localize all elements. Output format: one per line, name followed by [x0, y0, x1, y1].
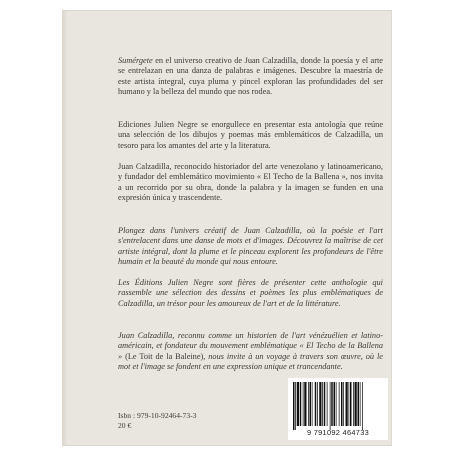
french-paragraph-intro: Plongez dans l'univers créatif de Juan Calzadilla, où la poésie et l'art s'entrelacent dans une danse de mots et d'images. Découvrez la maîtrise de cet artiste intégral, dont la plume et le pinceau explorent les profondeurs de l'être humain et la beauté du monde qui nous entoure.	[118, 226, 383, 267]
spanish-paragraph-author: Juan Calzadilla, reconocido historiador del arte venezolano y latinoamericano, y fundador del emblemático movimiento « El Techo de la Ballena », nos invita a un recorrido por su obra, donde la palabra y la imagen se funden en una expresión única y trascendente.	[118, 162, 383, 203]
spanish-paragraph-publisher: Ediciones Julien Negre se enorgullece en presentar esta antología que reúne una selección de los dibujos y poemas más emblemáticos de Calzadilla, un tesoro para los amantes del arte y la literatura.	[118, 120, 383, 150]
isbn-price-block	[118, 411, 196, 431]
barcode-digits: 9 791092 464733	[306, 428, 370, 437]
barcode-bars-icon	[293, 382, 383, 430]
french-author-translation: (Le Toit de la Baleine),	[122, 351, 209, 361]
isbn-number: Isbn : 979-10-92464-73-3	[118, 411, 197, 420]
french-paragraph-publisher: Les Éditions Julien Negre sont fières de présenter cette anthologie qui rassemble une sélection des dessins et poèmes les plus emblématiques de Calzadilla, un trésor pour les amoureux de l'art et de la littérature.	[118, 278, 383, 308]
french-author-text-a: Juan Calzadilla, reconnu comme un historien de l'art vénézuélien et latino-américain, et fondateur du mouvement emblématique « El Techo de la Ballena »	[118, 331, 383, 361]
french-paragraph-author	[118, 331, 383, 373]
spanish-lead-word: Sumérgete	[118, 56, 153, 65]
price: 20 €	[118, 421, 132, 430]
spanish-paragraph-intro	[118, 56, 383, 98]
french-author-text-b: nous invite à un voyage à travers son œuvre, où le mot et l'image se fondent en une expression unique et trancendante.	[118, 351, 383, 372]
book-back-cover	[62, 10, 392, 446]
spanish-intro-text: en el universo creativo de Juan Calzadilla, donde la poesía y el arte se entrelazan en una danza de palabras e imágenes. Descubre la maestría de este artista íntegral, cuya pluma y pincel exploran las profundidades del ser humano y la belleza del mundo que nos rodea.	[118, 56, 383, 97]
barcode	[288, 378, 388, 440]
